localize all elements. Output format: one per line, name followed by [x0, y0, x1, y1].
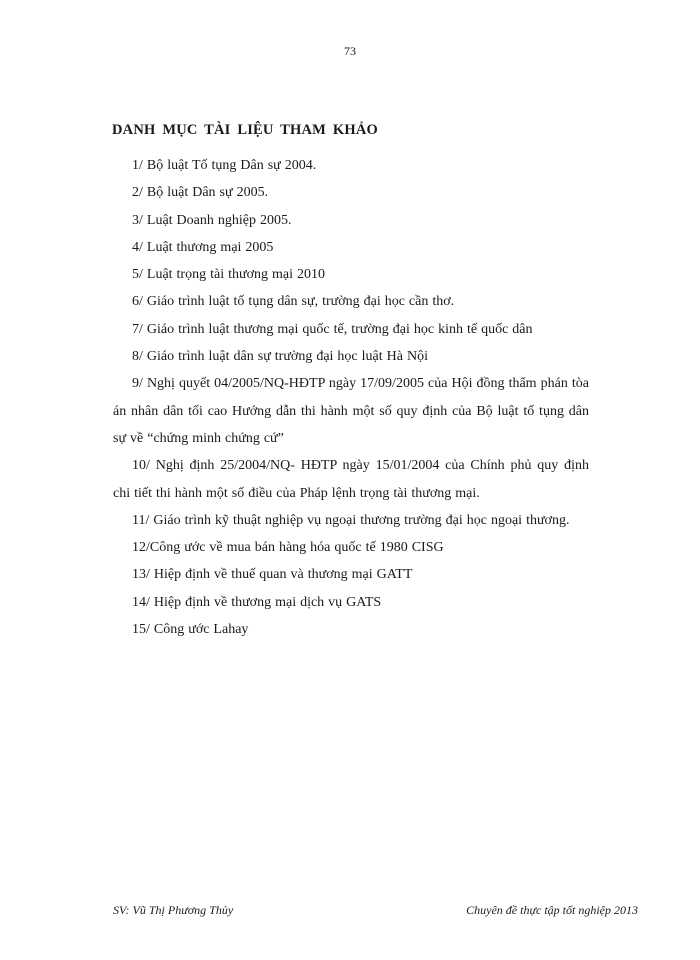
footer-author: SV: Vũ Thị Phương Thủy [113, 903, 234, 917]
reference-item-14: 14/ Hiệp định về thương mại dịch vụ GATS [132, 594, 382, 610]
reference-item-9: 9/ Nghị quyết 04/2005/NQ-HĐTP ngày 17/09/2005 của Hội đồng thẩm phán tòa án nhân dân tối cao Hướng dẫn thi hành một số quy định của Bộ luật tố tụng dân sự về “chứng minh chứng cứ” [113, 376, 589, 446]
reference-item-7: 7/ Giáo trình luật thương mại quốc tế, trường đại học kinh tế quốc dân [132, 321, 533, 337]
reference-item-13: 13/ Hiệp định về thuế quan và thương mại GATT [132, 567, 413, 583]
reference-item-2: 2/ Bộ luật Dân sự 2005. [132, 185, 269, 201]
reference-item-15: 15/ Công ước Lahay [132, 622, 249, 638]
page-number: 73 [344, 44, 356, 58]
reference-item-5: 5/ Luật trọng tài thương mại 2010 [132, 267, 325, 283]
reference-item-11: 11/ Giáo trình kỹ thuật nghiệp vụ ngoại thương trường đại học ngoại thương. [132, 512, 570, 528]
section-heading: DANH MỤC TÀI LIỆU THAM KHẢO [112, 122, 378, 138]
reference-list [113, 152, 589, 643]
reference-item-1: 1/ Bộ luật Tố tụng Dân sự 2004. [132, 158, 317, 173]
reference-item-10: 10/ Nghị định 25/2004/NQ- HĐTP ngày 15/01/2004 của Chính phủ quy định chi tiết thi hành một số điều của Pháp lệnh trọng tài thương mại. [113, 458, 589, 501]
reference-item-3: 3/ Luật Doanh nghiệp 2005. [132, 212, 292, 228]
footer-document-title: Chuyên đề thực tập tốt nghiệp 2013 [466, 903, 638, 917]
reference-item-4: 4/ Luật thương mại 2005 [132, 239, 274, 255]
reference-item-8: 8/ Giáo trình luật dân sự trường đại học luật Hà Nội [132, 349, 428, 365]
reference-item-6: 6/ Giáo trình luật tố tụng dân sự, trường đại học cần thơ. [132, 294, 455, 310]
reference-item-12: 12/Công ước về mua bán hàng hóa quốc tế 1980 CISG [132, 540, 444, 556]
